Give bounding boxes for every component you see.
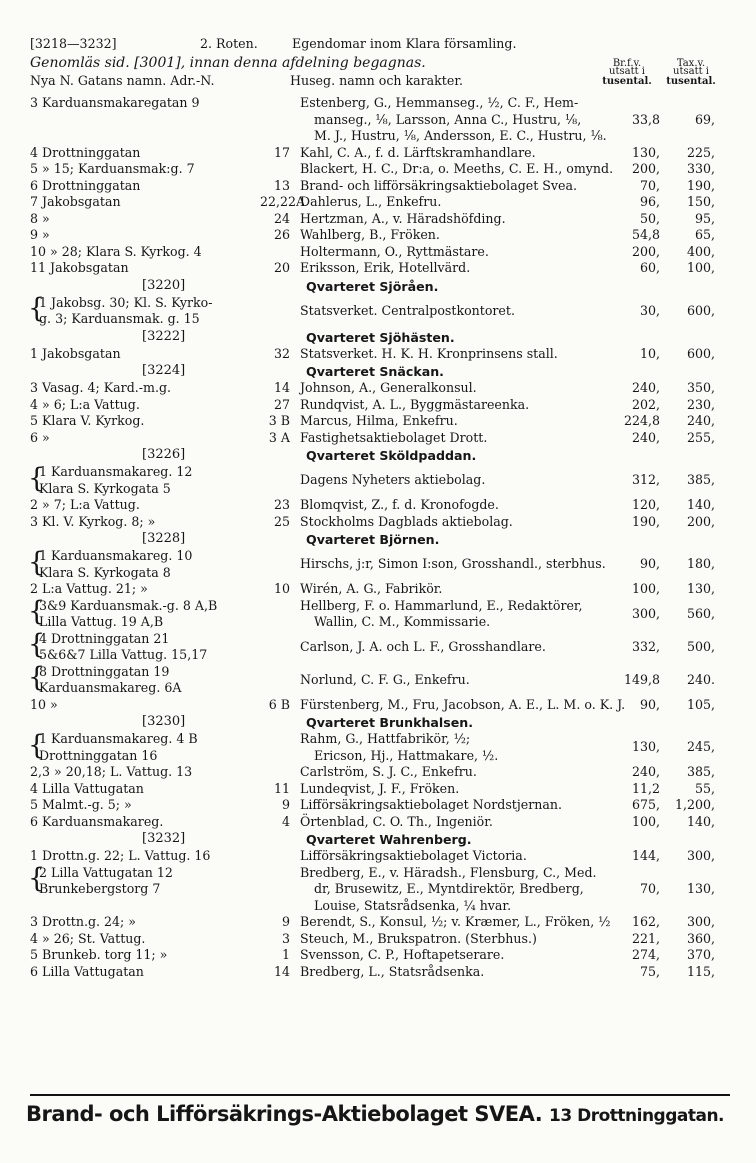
address: 9 » [30,227,50,242]
tax-value: 255, [686,429,715,445]
quarter-header [30,362,730,380]
address-line: 4 Drottninggatan 21 [39,630,170,646]
register-row [30,598,730,631]
fire-insurance-value: 30, [639,302,660,318]
owner: Wirén, A. G., Fabrikör. [300,581,443,596]
address-brace: { [28,546,46,578]
fire-insurance-value: 144, [631,848,660,863]
address: 3 Vasag. 4; Kard.-m.g. [30,380,172,395]
fire-insurance-value: 300, [631,605,660,621]
owner: Eriksson, Erik, Hotellvärd. [300,260,471,275]
fire-insurance-value: 274, [631,947,660,962]
col-brfv: Br.f.v. [612,58,642,69]
owner-line: Hellberg, F. o. Hammarlund, E., Redaktörer, [300,597,583,613]
fire-insurance-value: 240, [631,764,660,779]
owner: Bredberg, L., Statsrådsenka. [300,963,485,979]
register-row [30,631,730,664]
register-row [30,464,730,497]
address: 5 Brunkeb. torg 11; » [30,947,168,962]
owner: Statsverket. H. K. H. Kronprinsens stall. [300,345,558,361]
register-row [30,814,730,831]
address: 5 Klara V. Kyrkog. [30,413,145,428]
fire-insurance-value: 96, [639,194,660,209]
quarter-block [30,328,730,363]
register-row [30,781,730,798]
house-number: 17 [273,144,290,160]
owner: Dahlerus, L., Enkefru. [300,194,442,209]
register-row [30,548,730,581]
house-number: 9 [281,797,290,812]
register-page [30,36,730,980]
fire-insurance-value: 162, [631,914,660,929]
owner: Carlson, J. A. och L. F., Grosshandlare. [300,638,546,654]
address: 7 Jakobsgatan [30,194,121,209]
tax-value: 370, [686,947,715,962]
tax-value: 95, [694,210,715,226]
quarter-block [30,830,730,980]
owner: Steuch, M., Brukspatron. (Sterbhus.) [300,930,537,946]
fire-insurance-value: 332, [631,638,660,654]
tax-value: 330, [686,161,715,176]
house-number: 27 [273,396,290,412]
address: 4 » 6; L:a Vattug. [30,396,140,412]
house-number: 25 [273,513,290,529]
address: 3 Kl. V. Kyrkog. 8; » [30,513,156,529]
register-row [30,797,730,814]
house-number: 1 [281,947,290,962]
owner-line: Ericson, Hj., Hattmakare, ½. [314,747,499,763]
quarter-header [30,328,730,346]
owner: Johnson, A., Generalkonsul. [300,380,477,395]
register-row [30,194,730,211]
address-line: 5&6&7 Lilla Vattug. 15,17 [39,647,208,662]
house-number: 26 [273,227,290,242]
block-number: [3222] [142,328,186,344]
register-row [30,260,730,277]
owner: Hirschs, j:r, Simon I:son, Grosshandl., sterbhus. [300,556,606,572]
tax-value: 600, [686,345,715,361]
register-row [30,178,730,195]
tax-value: 100, [686,260,715,275]
owner: Blomqvist, Z., f. d. Kronofogde. [300,497,499,512]
owner: Marcus, Hilma, Enkefru. [300,413,458,428]
register-row [30,346,730,363]
house-number: 10 [273,581,290,596]
owner: Hertzman, A., v. Häradshöfding. [300,210,506,226]
block-number: [3232] [142,831,186,846]
owner: Lundeqvist, J. F., Fröken. [300,780,460,796]
house-number: 14 [273,963,290,979]
house-number: 3 B [268,413,290,428]
tax-value: 230, [686,396,715,412]
tax-value: 385, [686,472,715,488]
owner-line: dr, Brusewitz, E., Myntdirektör, Bredberg, [314,881,584,896]
fire-insurance-value: 200, [631,243,660,259]
register-row [30,413,730,430]
house-number: 24 [273,210,290,226]
house-number: 14 [273,380,290,395]
fire-insurance-value: 221, [631,930,660,946]
owner: Holtermann, O., Ryttmästare. [300,243,489,259]
tax-value: 140, [686,497,715,512]
quarter-name: Qvarteret Sjöråen. [306,278,439,294]
tax-value: 150, [686,194,715,209]
address: 10 » 28; Klara S. Kyrkog. 4 [30,243,202,259]
tax-value: 385, [686,764,715,779]
address-line: 3&9 Karduansmak.-g. 8 A,B [39,597,218,613]
tax-value: 360, [686,930,715,946]
register-row [30,161,730,178]
owner-line: Wallin, C. M., Kommissarie. [314,614,491,629]
house-number: 6 B [268,696,290,712]
tax-value: 245, [686,739,715,755]
address-brace: { [28,662,46,693]
address: 4 » 26; St. Vattug. [30,930,146,946]
house-number: 22,22A [260,194,306,209]
address-line: g. 3; Karduansmak. g. 15 [39,311,200,326]
tax-value: 130, [686,581,715,596]
register-row [30,244,730,261]
address: 5 » 15; Karduansmak:g. 7 [30,161,195,176]
register-row [30,397,730,414]
address: 6 Drottninggatan [30,177,141,193]
register-row [30,697,730,714]
fire-insurance-value: 675, [631,797,660,812]
house-number: 4 [281,813,290,829]
tax-value: 130, [686,881,715,896]
register-row [30,964,730,981]
owner: Rundqvist, A. L., Byggmästareenka. [300,396,530,412]
address: 2 L:a Vattug. 21; » [30,581,148,596]
owner: Svensson, C. P., Hoftapetserare. [300,947,505,962]
owner: Carlström, S. J. C., Enkefru. [300,764,477,779]
register-row [30,497,730,514]
tax-value: 65, [694,227,715,242]
tax-value: 240, [686,413,715,428]
owner: Lifförsäkringsaktiebolaget Victoria. [300,848,527,863]
owner: Lifförsäkringsaktiebolaget Nordstjernan. [300,797,562,812]
fire-insurance-value: 70, [639,177,660,193]
house-number: 11 [273,780,290,796]
register-row [30,848,730,865]
owner: Fürstenberg, M., Fru, Jacobson, A. E., L. M. o. K. J. [300,696,626,712]
block-number: [3230] [142,714,186,729]
fire-insurance-value: 202, [631,396,660,412]
address: 2 » 7; L:a Vattug. [30,497,140,512]
roten-label: 2. Roten. [200,36,258,51]
address-line: Lilla Vattug. 19 A,B [39,614,164,629]
address: 4 Lilla Vattugatan [30,780,144,796]
col-brfv-sub: utsatt i tusental. [602,66,652,87]
register-row [30,227,730,244]
fire-insurance-value: 224,8 [623,413,660,428]
fire-insurance-value: 312, [631,472,660,488]
quarter-block [30,277,730,328]
fire-insurance-value: 149,8 [623,671,660,687]
address: 8 » [30,210,50,226]
address-brace: { [28,629,46,660]
address-line: Drottninggatan 16 [39,747,158,763]
address-brace: { [28,462,46,494]
house-number: 20 [273,260,290,275]
tax-value: 69, [694,111,715,127]
address-line: 2 Lilla Vattugatan 12 [39,864,173,880]
house-number: 3 [281,930,290,946]
page-header [30,36,730,53]
quarter-name: Qvarteret Sköldpaddan. [306,448,477,463]
fire-insurance-value: 130, [631,739,660,755]
address: 6 Lilla Vattugatan [30,963,144,979]
register-row [30,145,730,162]
register-row [30,95,730,145]
owner-line: Bredberg, E., v. Häradsh., Flensburg, C., Med. [300,864,597,880]
house-number: 23 [273,497,290,512]
owner-line: Louise, Statsrådsenka, ¼ hvar. [314,897,512,913]
fire-insurance-value: 10, [639,345,660,361]
block-number: [3224] [142,363,186,378]
fire-insurance-value: 190, [631,513,660,529]
tax-value: 105, [686,696,715,712]
owner-line: Estenberg, G., Hemmanseg., ½, C. F., Hem- [300,95,579,110]
address-line: 1 Jakobsg. 30; Kl. S. Kyrko- [39,294,213,310]
fire-insurance-value: 240, [631,380,660,395]
quarter-name: Qvarteret Sjöhästen. [306,329,455,345]
quarter-block [30,362,730,446]
tax-value: 1,200, [674,797,715,812]
address: 3 Karduansmakaregatan 9 [30,95,200,110]
address: 11 Jakobsgatan [30,260,129,275]
owner-line: Rahm, G., Hattfabrikör, ½; [300,731,471,746]
house-number: 32 [273,345,290,361]
tax-value: 600, [686,302,715,318]
register-row [30,947,730,964]
quarter-block [30,713,730,830]
address: 3 Drottn.g. 24; » [30,914,136,929]
fire-insurance-value: 50, [639,210,660,226]
register-row [30,731,730,764]
address: 1 Jakobsgatan [30,345,121,361]
fire-insurance-value: 54,8 [631,227,660,242]
page-title: Egendomar inom Klara församling. [292,36,517,51]
address-brace: { [28,293,46,324]
owner: Kahl, C. A., f. d. Lärftskramhandlare. [300,144,536,160]
address-line: 1 Karduansmakareg. 12 [39,464,193,479]
col-street: Nya N. Gatans namn. Adr.-N. [30,73,215,88]
address: 5 Malmt.-g. 5; » [30,797,132,812]
register-row [30,380,730,397]
quarter-header [30,277,730,295]
column-header-row [30,66,730,95]
advertisement: Brand- och Lifförsäkrings-Aktiebolaget SVEA. 13 Drottninggatan. [26,1102,725,1126]
register-row [30,430,730,447]
fire-insurance-value: 130, [631,144,660,160]
fire-insurance-value: 75, [639,963,660,979]
tax-value: 180, [686,556,715,572]
address: 6 Karduansmakareg. [30,813,164,829]
tax-value: 300, [686,848,715,863]
entry-range: [3218—3232] [30,36,117,51]
register-body [30,95,730,980]
owner: Norlund, C. F. G., Enkefru. [300,671,470,687]
fire-insurance-value: 70, [639,881,660,896]
tax-value: 500, [686,638,715,654]
owner-line: M. J., Hustru, ⅛, Andersson, E. C., Hustru, ⅛. [314,128,607,143]
tax-value: 240. [686,671,715,687]
tax-value: 400, [686,243,715,259]
fire-insurance-value: 90, [639,696,660,712]
register-row [30,914,730,931]
register-row [30,764,730,781]
tax-value: 225, [686,144,715,160]
col-owner: Huseg. namn och karakter. [290,73,463,88]
owner: Örtenblad, C. O. Th., Ingeniör. [300,813,493,829]
house-number: 3 A [268,429,290,445]
fire-insurance-value: 240, [631,429,660,445]
register-row [30,931,730,948]
address: 2,3 » 20,18; L. Vattug. 13 [30,764,193,779]
fire-insurance-value: 200, [631,161,660,176]
fire-insurance-value: 60, [639,260,660,275]
quarter-block [30,446,730,530]
fire-insurance-value: 11,2 [631,780,660,796]
owner: Dagens Nyheters aktiebolag. [300,472,486,488]
owner: Brand- och lifförsäkringsaktiebolaget Svea. [300,177,578,193]
owner-line: manseg., ⅛, Larsson, Anna C., Hustru, ⅛, [314,111,582,127]
register-row [30,581,730,598]
tax-value: 560, [686,605,715,621]
tax-value: 140, [686,813,715,829]
tax-value: 55, [694,780,715,796]
address-line: 8 Drottninggatan 19 [39,663,170,679]
fire-insurance-value: 100, [631,581,660,596]
address: 1 Drottn.g. 22; L. Vattug. 16 [30,848,211,863]
quarter-name: Qvarteret Björnen. [306,532,440,547]
quarter-header [30,530,730,548]
quarter-block [30,530,730,713]
col-taxv-sub: utsatt i tusental. [666,66,716,87]
address-line: Klara S. Kyrkogata 5 [39,480,171,496]
address-brace: { [28,863,46,894]
quarter-header [30,713,730,731]
owner: Stockholms Dagblads aktiebolag. [300,513,513,529]
owner: Wahlberg, B., Fröken. [300,227,440,242]
quarter-name: Qvarteret Wahrenberg. [306,832,472,847]
address-line: Karduansmakareg. 6A [39,680,182,695]
owner: Blackert, H. C., Dr:a, o. Meeths, C. E. H., omynd. [300,161,614,176]
address: 10 » [30,696,58,712]
address-line: 1 Karduansmakareg. 10 [39,548,193,563]
house-number: 9 [281,914,290,929]
quarter-header [30,830,730,848]
owner: Statsverket. Centralpostkontoret. [300,302,515,318]
register-row [30,514,730,531]
block-number: [3220] [142,277,186,293]
owner: Berendt, S., Konsul, ½; v. Kræmer, L., Fröken, ½ [300,914,611,929]
address-line: Klara S. Kyrkogata 8 [39,564,171,580]
tax-value: 300, [686,914,715,929]
tax-value: 200, [686,513,715,529]
col-taxv: Tax.v. [676,58,706,69]
fire-insurance-value: 120, [631,497,660,512]
fire-insurance-value: 33,8 [631,111,660,127]
quarter-header [30,446,730,464]
register-row [30,211,730,228]
fire-insurance-value: 100, [631,813,660,829]
quarter-name: Qvarteret Brunkhalsen. [306,715,474,730]
address-brace: { [28,729,46,761]
footer-rule [30,1094,730,1096]
tax-value: 115, [686,963,715,979]
tax-value: 190, [686,177,715,193]
owner: Fastighetsaktiebolaget Drott. [300,429,488,445]
address-brace: { [28,596,46,627]
block-number: [3228] [142,531,186,546]
address-line: 1 Karduansmakareg. 4 B [39,731,198,746]
register-row [30,664,730,697]
instruction-note: Genomläs sid. [3001], innan denna afdelning begagnas. [30,55,426,71]
register-row [30,865,730,915]
address: 4 Drottninggatan [30,144,141,160]
register-row [30,295,730,328]
block-number: [3226] [142,447,186,462]
quarter-block [30,95,730,277]
fire-insurance-value: 90, [639,556,660,572]
address-line: Brunkebergstorg 7 [39,881,161,896]
house-number: 13 [273,177,290,193]
address: 6 » [30,429,50,445]
tax-value: 350, [686,380,715,395]
quarter-name: Qvarteret Snäckan. [306,364,444,379]
